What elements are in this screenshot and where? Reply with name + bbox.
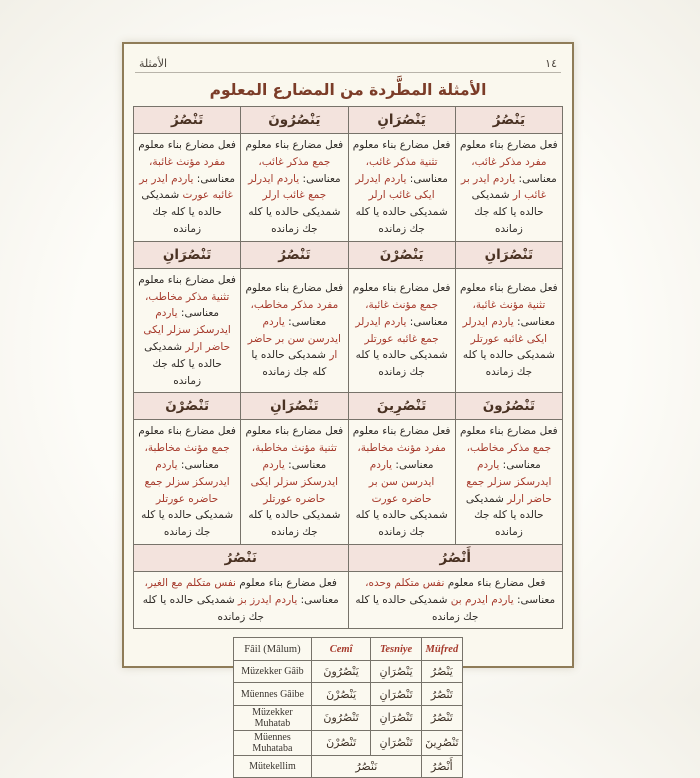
summary-row-label: Mütekellim: [234, 755, 312, 778]
verb-form-header: نَنْصُرُ: [134, 544, 349, 571]
highlighted-text: ياردم ايدرلر ايكى غائب ارلر: [355, 172, 435, 202]
description-row: [134, 268, 563, 393]
body-text: فعل مضارع بناء معلوم: [460, 425, 558, 438]
conjugation-description: [241, 134, 348, 242]
conjugation-description: [348, 420, 455, 545]
summary-row: [234, 755, 463, 778]
conjugation-description: [455, 420, 562, 545]
body-text: فعل مضارع بناء معلوم: [460, 282, 558, 295]
body-text: شمديكى حالده يا كله جك زمانده: [248, 509, 341, 539]
description-row: [134, 571, 563, 628]
summary-column-header: Müfred: [421, 638, 462, 661]
body-text: فعل مضارع بناء معلوم: [352, 139, 451, 151]
form-header-row: [134, 107, 563, 134]
verb-form-header: تَنْصُرِينَ: [348, 393, 455, 420]
highlighted-text: مفرد مؤنث مخاطبة،: [357, 442, 446, 455]
highlighted-text: ياردم ايدرلر ايكى غائبه عورتلر: [462, 315, 548, 345]
conjugation-description: [134, 420, 241, 545]
highlighted-text: ياردم ايدر بر غائب ار: [461, 172, 547, 202]
summary-column-header: Cemî: [311, 638, 371, 661]
verb-form-header: يَنْصُرُونَ: [241, 107, 348, 134]
highlighted-text: نفس متكلم وحده،: [365, 576, 445, 589]
summary-row-label: Müzekker Muhatab: [234, 705, 312, 730]
description-row: [134, 420, 563, 545]
verb-form-header: تَنْصُرُ: [241, 241, 348, 268]
body-text: فعل مضارع بناء معلوم: [235, 576, 337, 589]
highlighted-text: تثنية مذكر مخاطب،: [144, 290, 230, 303]
body-text: شمديكى حالده يا كله جك زمانده: [355, 593, 479, 623]
body-text: معناسى:: [406, 315, 448, 328]
page-frame: [122, 42, 574, 774]
body-text: معناسى:: [499, 458, 541, 471]
form-header-row: [134, 393, 563, 420]
body-text: فعل مضارع بناء معلوم: [138, 139, 236, 151]
highlighted-text: ياردم ايدرم بن: [447, 593, 514, 606]
summary-verb-form: أَنْصُرُ: [421, 755, 462, 778]
highlighted-text: جمع مؤنث مخاطبة،: [144, 442, 230, 455]
summary-row-label: Müennes Gâibe: [234, 683, 312, 706]
body-text: شمديكى حالده يا كله جك زمانده: [141, 189, 222, 235]
summary-verb-form: تَنْصُرُ: [421, 683, 462, 706]
highlighted-text: مفرد مذكر مخاطب،: [250, 298, 339, 311]
highlighted-text: ياردم ايدرسن سن بر حاضر ار: [247, 315, 341, 362]
body-text: فعل مضارع بناء معلوم: [245, 282, 344, 295]
body-text: شمديكى حالده يا كله جك زمانده: [355, 349, 448, 379]
body-text: معناسى:: [177, 458, 220, 471]
body-text: معناسى:: [515, 172, 557, 185]
page-number: ١٤: [545, 57, 557, 70]
form-header-row: [134, 241, 563, 268]
page-title: الأمثلة المطَّردة من المضارع المعلوم: [209, 81, 487, 99]
conjugation-description: [455, 134, 562, 242]
verb-form-header: تَنْصُرُ: [134, 107, 241, 134]
body-text: فعل مضارع بناء معلوم: [138, 425, 236, 438]
summary-verb-form: يَنْصُرْنَ: [311, 683, 371, 706]
verb-form-header: تَنْصُرَانِ: [241, 393, 348, 420]
body-text: فعل مضارع بناء معلوم: [245, 425, 344, 438]
summary-verb-form: تَنْصُرَانِ: [371, 730, 421, 755]
highlighted-text: تثنية مؤنث غائبة،: [472, 298, 546, 311]
body-text: فعل مضارع بناء معلوم: [352, 282, 451, 295]
body-text: فعل مضارع بناء معلوم: [460, 139, 558, 151]
conjugation-description: [241, 268, 348, 393]
conjugation-table: [133, 106, 563, 629]
highlighted-text: جمع مؤنث غائبة،: [365, 298, 439, 311]
conjugation-description: [134, 268, 241, 393]
body-text: شمديكى حالده يا كله جك زمانده: [465, 492, 544, 539]
summary-row: [234, 660, 463, 683]
summary-row-label: Müzekker Gâib: [234, 660, 312, 683]
summary-verb-form: يَنْصُرُ: [421, 660, 462, 683]
body-text: شمديكى حالده يا كله جك زمانده: [248, 206, 341, 235]
body-text: فعل مضارع بناء معلوم: [138, 273, 236, 286]
body-text: فعل مضارع بناء معلوم: [352, 425, 451, 438]
summary-row: [234, 705, 463, 730]
body-text: معناسى:: [177, 307, 220, 320]
highlighted-text: جمع مذكر مخاطب،: [466, 442, 552, 455]
summary-column-header: Tesniye: [371, 638, 421, 661]
conjugation-description: [348, 134, 455, 242]
verb-form-header: يَنْصُرْنَ: [348, 241, 455, 268]
highlighted-text: ياردم ايدرسكز سزلر ايكى حاضره عورتلر: [250, 458, 339, 505]
summary-row: [234, 683, 463, 706]
highlighted-text: ياردم ايدرز بز: [234, 593, 298, 606]
summary-verb-form: تَنْصُرَانِ: [371, 705, 421, 730]
summary-verb-form: تَنْصُرِينَ: [421, 730, 462, 755]
body-text: شمديكى حالده يا كله جك زمانده: [142, 593, 264, 623]
body-text: شمديكى حالده يا كله جك زمانده: [462, 349, 555, 379]
highlighted-text: ياردم ايدر بر غائبه عورت: [139, 172, 233, 202]
summary-verb-form: نَنْصُرُ: [311, 755, 421, 778]
summary-row: [234, 730, 463, 755]
body-text: معناسى:: [284, 315, 327, 328]
summary-verb-form: تَنْصُرُ: [421, 705, 462, 730]
header-rule: [135, 72, 561, 73]
summary-column-header: Fâil (Mâlum): [234, 638, 312, 661]
summary-row-label: Müennes Muhataba: [234, 730, 312, 755]
verb-form-header: يَنْصُرَانِ: [348, 107, 455, 134]
highlighted-text: ياردم ايدرسكز سزلر جمع حاضره عورتلر: [144, 458, 230, 505]
conjugation-description: [134, 571, 349, 628]
highlighted-text: ياردم ايدرسكز سزلر ايكى حاضر ارلر: [143, 307, 231, 353]
summary-verb-form: يَنْصُرُونَ: [311, 660, 371, 683]
highlighted-text: تثنية مذكر غائب،: [365, 155, 438, 168]
conjugation-description: [455, 268, 562, 393]
summary-header-row: [234, 638, 463, 661]
body-text: شمديكى حالده يا كله جك زمانده: [141, 509, 234, 539]
body-text: معناسى:: [392, 458, 434, 471]
highlighted-text: نفس متكلم مع الغير،: [144, 576, 236, 589]
body-text: شمديكى حالده يا كله جك زمانده: [471, 189, 544, 235]
highlighted-text: ياردم ايدرلر جمع غائب ارلر: [248, 172, 327, 202]
body-text: فعل مضارع بناء معلوم: [444, 576, 546, 589]
body-text: شمديكى حالده يا كله جك زمانده: [355, 509, 448, 539]
body-text: معناسى:: [284, 458, 327, 471]
body-text: شمديكى حالده يا كله جك زمانده: [144, 340, 222, 387]
verb-form-header: تَنْصُرُونَ: [455, 393, 562, 420]
description-row: [134, 134, 563, 242]
body-text: معناسى:: [299, 172, 341, 185]
body-text: معناسى:: [513, 315, 556, 328]
body-text: معناسى:: [406, 172, 448, 185]
verb-form-header: يَنْصُرُ: [455, 107, 562, 134]
conjugation-description: [348, 268, 455, 393]
body-text: معناسى:: [513, 593, 556, 606]
verb-form-header: تَنْصُرَانِ: [455, 241, 562, 268]
summary-verb-form: تَنْصُرُونَ: [311, 705, 371, 730]
summary-verb-form: تَنْصُرْنَ: [311, 730, 371, 755]
form-header-row: [134, 544, 563, 571]
verb-form-header: أَنْصُرُ: [348, 544, 563, 571]
highlighted-text: تثنية مؤنث مخاطبة،: [251, 442, 337, 455]
body-text: فعل مضارع بناء معلوم: [245, 139, 344, 151]
verb-form-header: تَنْصُرْنَ: [134, 393, 241, 420]
summary-verb-form: تَنْصُرَانِ: [371, 683, 421, 706]
running-head-title: الأمثلة: [139, 57, 168, 70]
conjugation-description: [241, 420, 348, 545]
body-text: معناسى:: [193, 172, 235, 185]
running-head: [133, 50, 563, 70]
conjugation-description: [134, 134, 241, 242]
summary-verb-form: يَنْصُرَانِ: [371, 660, 421, 683]
highlighted-text: جمع مذكر غائب،: [258, 155, 331, 168]
body-text: معناسى:: [297, 593, 339, 606]
highlighted-text: مفرد مؤنث غائبة،: [149, 155, 226, 168]
highlighted-text: ياردم ايدرلر جمع غائبه عورتلر: [355, 315, 439, 345]
verb-form-header: تَنْصُرَانِ: [134, 241, 241, 268]
highlighted-text: مفرد مذكر غائب،: [471, 155, 547, 168]
highlighted-text: ياردم ايدرسن سن بر حاضره عورت: [368, 458, 435, 505]
highlighted-text: ياردم ايدرسكز سزلر جمع حاضر ارلر: [466, 458, 552, 505]
body-text: شمديكى حالده يا كله جك زمانده: [355, 206, 448, 235]
body-text: شمديكى حالده يا كله جك زمانده: [251, 349, 327, 379]
conjugation-description: [348, 571, 563, 628]
summary-table: [233, 637, 463, 778]
